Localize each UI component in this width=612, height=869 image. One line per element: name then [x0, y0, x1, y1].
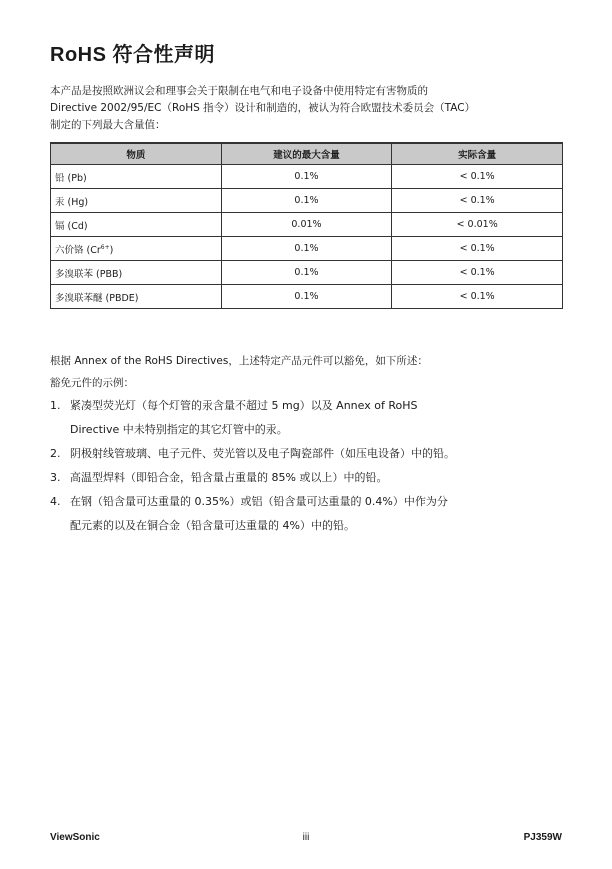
list-number: 3.: [50, 471, 61, 484]
substance-cell: [51, 237, 222, 261]
table-row: [51, 165, 563, 189]
header-actual-content: 实际含量: [392, 143, 563, 165]
actual-cell: < 0.1%: [392, 189, 563, 213]
list-item: [50, 442, 570, 466]
table-row: [51, 261, 563, 285]
annex-paragraph: 根据 Annex of the RoHS Directives，上述特定产品元件可以豁免，如下所述：: [50, 355, 428, 367]
substance-cell: 镉 (Cd): [51, 213, 222, 237]
substance-table: [50, 142, 563, 309]
list-item: [50, 490, 570, 538]
max-cell: 0.1%: [221, 165, 392, 189]
table-row: [51, 189, 563, 213]
intro-paragraph: [50, 83, 565, 134]
list-item: [50, 466, 570, 490]
substance-cell: 多溴联苯醚 (PBDE): [51, 285, 222, 309]
footer-model: PJ359W: [523, 832, 562, 843]
list-item-line: 阴极射线管玻璃、电子元件、荧光管以及电子陶瓷部件（如压电设备）中的铅。: [70, 447, 455, 460]
intro-line: 制定的下列最大含量值：: [50, 119, 166, 131]
list-item-line: 在钢（铅含量可达重量的 0.35%）或铝（铅含量可达重量的 0.4%）中作为分: [70, 495, 448, 508]
list-number: 4.: [50, 495, 61, 508]
max-cell: 0.1%: [221, 237, 392, 261]
page-footer: [50, 832, 562, 846]
list-item: [50, 394, 570, 442]
max-cell: 0.1%: [221, 285, 392, 309]
substance-cell: 汞 (Hg): [51, 189, 222, 213]
substance-name: 六价铬 (Cr: [55, 244, 101, 256]
page-title: RoHS 符合性声明: [50, 44, 215, 66]
examples-heading: 豁免元件的示例：: [50, 377, 134, 389]
list-number: 1.: [50, 399, 61, 412]
max-cell: 0.01%: [221, 213, 392, 237]
exemption-section: [50, 350, 570, 538]
substance-cell: 多溴联苯 (PBB): [51, 261, 222, 285]
actual-cell: < 0.1%: [392, 261, 563, 285]
actual-cell: < 0.1%: [392, 237, 563, 261]
substance-cell: 铅 (Pb): [51, 165, 222, 189]
list-number: 2.: [50, 447, 61, 460]
list-item-line: 高温型焊料（即铅合金，铅含量占重量的 85% 或以上）中的铅。: [70, 471, 388, 484]
table-row: [51, 237, 563, 261]
intro-line: Directive 2002/95/EC（RoHS 指令）设计和制造的，被认为符合欧盟技术委员会（TAC）: [50, 102, 476, 114]
actual-cell: < 0.1%: [392, 285, 563, 309]
actual-cell: < 0.01%: [392, 213, 563, 237]
header-substance: 物质: [51, 143, 222, 165]
superscript: 6+: [100, 243, 110, 251]
footer-page-number: iii: [302, 832, 310, 843]
table-row: [51, 213, 563, 237]
table-header-row: [51, 143, 563, 165]
intro-line: 本产品是按照欧洲议会和理事会关于限制在电气和电子设备中使用特定有害物质的: [50, 85, 428, 97]
list-item-line: 紧凑型荧光灯（每个灯管的汞含量不超过 5 mg）以及 Annex of RoHS: [70, 399, 418, 412]
examples-list: [50, 394, 570, 538]
max-cell: 0.1%: [221, 189, 392, 213]
substance-close: ): [109, 244, 114, 256]
max-cell: 0.1%: [221, 261, 392, 285]
footer-brand: ViewSonic: [50, 832, 100, 843]
list-item-line: Directive 中未特别指定的其它灯管中的汞。: [70, 423, 288, 436]
header-max-content: 建议的最大含量: [221, 143, 392, 165]
actual-cell: < 0.1%: [392, 165, 563, 189]
table-row: [51, 285, 563, 309]
list-item-line: 配元素的以及在铜合金（铅含量可达重量的 4%）中的铅。: [70, 519, 355, 532]
